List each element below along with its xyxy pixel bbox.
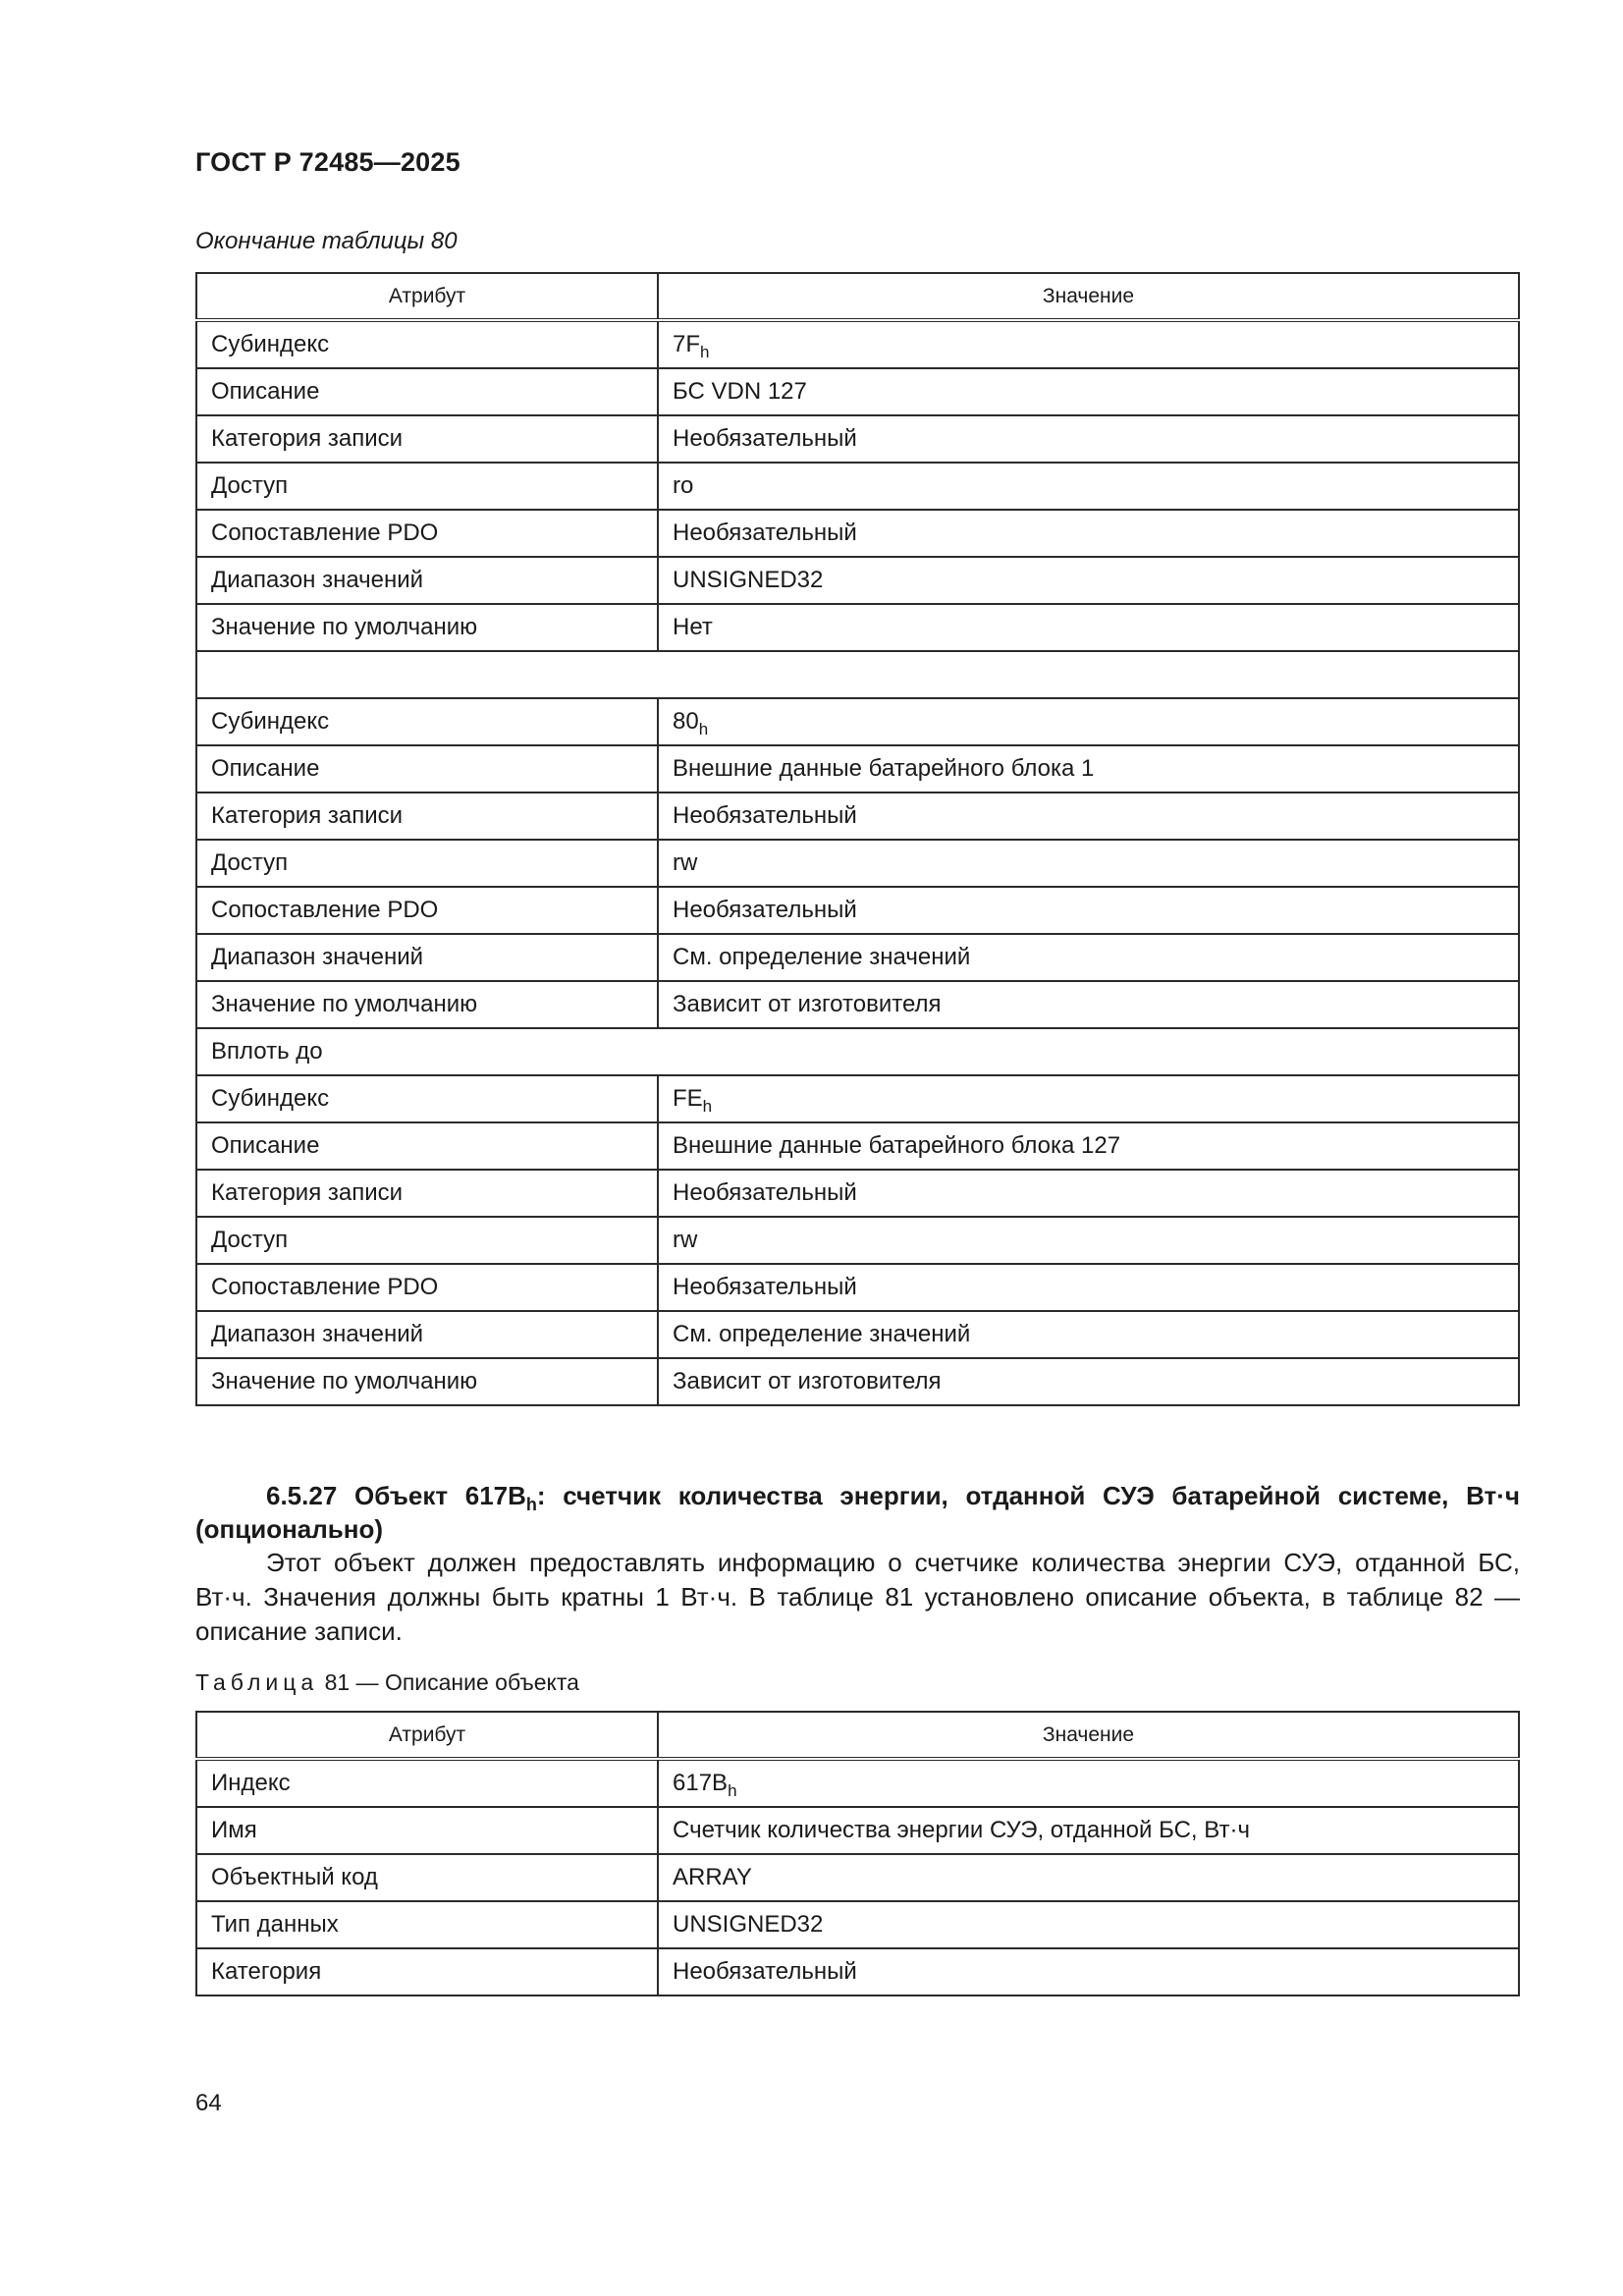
attribute-cell: Сопоставление PDO bbox=[196, 510, 658, 557]
attribute-cell: Сопоставление PDO bbox=[196, 1264, 658, 1311]
section-paragraph: Этот объект должен предоставлять информацию о счетчике количества энергии СУЭ, отданной БС, Вт·ч. Значения должны быть кратны 1 Вт·ч. В таблице 81 установлено описание объекта, в таблице 82 — описание записи. bbox=[195, 1548, 1520, 1646]
value-text: См. определение значений bbox=[673, 1321, 971, 1347]
table-row bbox=[196, 1075, 1519, 1122]
value-cell bbox=[658, 1358, 1519, 1405]
row-span-cell: Вплоть до bbox=[196, 1028, 1519, 1075]
table-row bbox=[196, 415, 1519, 463]
attribute-cell: Категория записи bbox=[196, 415, 658, 463]
section-heading bbox=[195, 1479, 1520, 1546]
value-text: rw bbox=[673, 1227, 698, 1253]
value-text: 7F bbox=[673, 331, 701, 357]
value-text: ARRAY bbox=[673, 1864, 752, 1890]
table-row bbox=[196, 1217, 1519, 1264]
value-cell bbox=[658, 1901, 1519, 1948]
table-row bbox=[196, 1122, 1519, 1170]
column-header-attribute: Атрибут bbox=[196, 273, 658, 320]
table-81-caption-text: 81 — Описание объекта bbox=[324, 1669, 579, 1695]
table-row bbox=[196, 1264, 1519, 1311]
table-81-caption-label: Таблица bbox=[195, 1669, 319, 1695]
table-row bbox=[196, 934, 1519, 981]
value-text: UNSIGNED32 bbox=[673, 567, 824, 593]
page-number: 64 bbox=[195, 2090, 222, 2116]
value-cell bbox=[658, 698, 1519, 745]
row-span-empty bbox=[196, 651, 1519, 698]
table-row bbox=[196, 981, 1519, 1028]
value-text: Необязательный bbox=[673, 1274, 857, 1300]
table-row bbox=[196, 368, 1519, 415]
table-row bbox=[196, 1854, 1519, 1901]
section-title-object: Объект 617B bbox=[353, 1481, 526, 1510]
column-header-value: Значение bbox=[658, 273, 1519, 320]
value-cell bbox=[658, 981, 1519, 1028]
table-header-row bbox=[196, 1712, 1519, 1759]
value-cell bbox=[658, 1311, 1519, 1358]
attribute-cell: Описание bbox=[196, 368, 658, 415]
value-text: БС VDN 127 bbox=[673, 378, 807, 405]
table-row bbox=[196, 793, 1519, 840]
attribute-cell: Диапазон значений bbox=[196, 1311, 658, 1358]
section-title-description: : счетчик количества энергии, отданной СУЭ батарейной системе, Вт·ч (опционально) bbox=[195, 1481, 1520, 1544]
table-row bbox=[196, 604, 1519, 651]
attribute-cell: Диапазон значений bbox=[196, 557, 658, 604]
table-80 bbox=[195, 272, 1520, 1406]
value-text: Зависит от изготовителя bbox=[673, 1368, 942, 1394]
attribute-cell: Описание bbox=[196, 1122, 658, 1170]
table-row bbox=[196, 1358, 1519, 1405]
value-subscript: h bbox=[698, 720, 709, 738]
table-80-continuation-label: Окончание таблицы 80 bbox=[195, 228, 458, 254]
document-standard-header: ГОСТ Р 72485—2025 bbox=[195, 147, 460, 177]
value-cell bbox=[658, 1122, 1519, 1170]
table-row bbox=[196, 651, 1519, 698]
value-cell bbox=[658, 1170, 1519, 1217]
value-cell bbox=[658, 604, 1519, 651]
attribute-cell: Субиндекс bbox=[196, 698, 658, 745]
attribute-cell: Доступ bbox=[196, 1217, 658, 1264]
section-body bbox=[195, 1546, 1520, 1649]
attribute-cell: Субиндекс bbox=[196, 320, 658, 368]
value-subscript: h bbox=[700, 343, 710, 361]
attribute-cell: Сопоставление PDO bbox=[196, 887, 658, 934]
value-text: См. определение значений bbox=[673, 944, 971, 970]
value-cell bbox=[658, 557, 1519, 604]
value-text: 617B bbox=[673, 1770, 729, 1796]
value-cell bbox=[658, 934, 1519, 981]
value-cell bbox=[658, 415, 1519, 463]
value-cell bbox=[658, 1075, 1519, 1122]
attribute-cell: Доступ bbox=[196, 840, 658, 887]
value-text: Счетчик количества энергии СУЭ, отданной БС, Вт·ч bbox=[673, 1817, 1250, 1843]
value-cell bbox=[658, 1759, 1519, 1807]
table-row bbox=[196, 1807, 1519, 1854]
value-cell bbox=[658, 793, 1519, 840]
attribute-cell: Индекс bbox=[196, 1759, 658, 1807]
value-text: Нет bbox=[673, 614, 713, 640]
value-cell bbox=[658, 510, 1519, 557]
table-row bbox=[196, 1170, 1519, 1217]
value-text: Зависит от изготовителя bbox=[673, 991, 942, 1017]
attribute-cell: Тип данных bbox=[196, 1901, 658, 1948]
value-cell bbox=[658, 1807, 1519, 1854]
column-header-value: Значение bbox=[658, 1712, 1519, 1759]
value-cell bbox=[658, 1264, 1519, 1311]
table-row bbox=[196, 1759, 1519, 1807]
table-row bbox=[196, 1948, 1519, 1995]
attribute-cell: Категория записи bbox=[196, 1170, 658, 1217]
value-cell bbox=[658, 463, 1519, 510]
table-row bbox=[196, 840, 1519, 887]
attribute-cell: Категория записи bbox=[196, 793, 658, 840]
attribute-cell: Значение по умолчанию bbox=[196, 604, 658, 651]
section-number: 6.5.27 bbox=[266, 1481, 338, 1510]
value-cell bbox=[658, 1854, 1519, 1901]
table-header-row bbox=[196, 273, 1519, 320]
attribute-cell: Значение по умолчанию bbox=[196, 1358, 658, 1405]
value-text: Внешние данные батарейного блока 127 bbox=[673, 1132, 1121, 1159]
column-header-attribute: Атрибут bbox=[196, 1712, 658, 1759]
table-row bbox=[196, 463, 1519, 510]
table-row bbox=[196, 887, 1519, 934]
table-row bbox=[196, 1311, 1519, 1358]
value-cell bbox=[658, 745, 1519, 793]
value-text: FE bbox=[673, 1085, 703, 1112]
attribute-cell: Объектный код bbox=[196, 1854, 658, 1901]
table-row bbox=[196, 698, 1519, 745]
value-text: Внешние данные батарейного блока 1 bbox=[673, 755, 1095, 782]
value-cell bbox=[658, 840, 1519, 887]
value-text: ro bbox=[673, 472, 694, 499]
table-row bbox=[196, 1901, 1519, 1948]
attribute-cell: Описание bbox=[196, 745, 658, 793]
table-81 bbox=[195, 1711, 1520, 1996]
attribute-cell: Значение по умолчанию bbox=[196, 981, 658, 1028]
table-row bbox=[196, 557, 1519, 604]
value-cell bbox=[658, 320, 1519, 368]
attribute-cell: Доступ bbox=[196, 463, 658, 510]
table-row bbox=[196, 510, 1519, 557]
value-text: rw bbox=[673, 849, 698, 876]
attribute-cell: Диапазон значений bbox=[196, 934, 658, 981]
value-text: Необязательный bbox=[673, 1179, 857, 1206]
value-text: Необязательный bbox=[673, 425, 857, 452]
attribute-cell: Субиндекс bbox=[196, 1075, 658, 1122]
value-cell bbox=[658, 368, 1519, 415]
value-text: Необязательный bbox=[673, 897, 857, 923]
value-subscript: h bbox=[728, 1781, 737, 1800]
value-cell bbox=[658, 1217, 1519, 1264]
value-text: Необязательный bbox=[673, 519, 857, 546]
value-text: UNSIGNED32 bbox=[673, 1911, 824, 1938]
value-text: Необязательный bbox=[673, 1958, 857, 1985]
value-subscript: h bbox=[702, 1097, 713, 1116]
attribute-cell: Категория bbox=[196, 1948, 658, 1995]
table-81-caption bbox=[195, 1669, 579, 1696]
attribute-cell: Имя bbox=[196, 1807, 658, 1854]
table-row bbox=[196, 1028, 1519, 1075]
table-row bbox=[196, 745, 1519, 793]
value-text: Необязательный bbox=[673, 802, 857, 829]
value-text: 80 bbox=[673, 708, 699, 735]
section-title-subscript: h bbox=[525, 1495, 537, 1514]
table-row bbox=[196, 320, 1519, 368]
value-cell bbox=[658, 887, 1519, 934]
value-cell bbox=[658, 1948, 1519, 1995]
